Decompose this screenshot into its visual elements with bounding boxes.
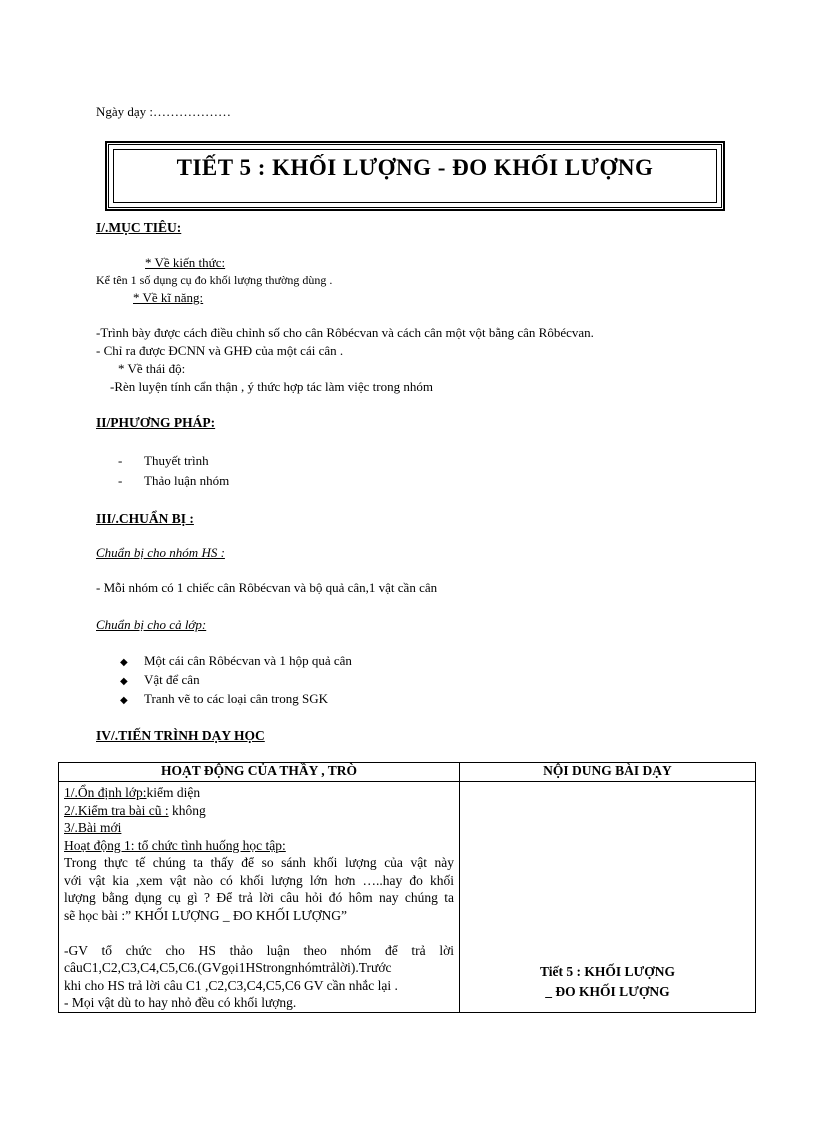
title-box <box>106 142 724 210</box>
list-item: - Thảo luận nhóm <box>118 473 230 488</box>
step-on-dinh-lop <box>64 784 454 802</box>
lesson-plan-table <box>58 762 756 1013</box>
section-heading-chuan-bi: III/.CHUẨN BỊ : <box>96 511 194 526</box>
list-item-text: Vật để cân <box>144 672 200 687</box>
step-label: 1/.Ổn định lớp: <box>64 785 147 800</box>
paragraph-line: - Mọi vật dù to hay nhỏ đều có khối lượng. <box>64 995 297 1010</box>
table-header-row <box>59 763 756 782</box>
chuan-bi-nhom-text: - Mỗi nhóm có 1 chiếc cân Rôbécvan và bộ quả cân,1 vật cần cân <box>96 580 438 595</box>
list-item: - Thuyết trình <box>118 453 209 468</box>
paragraph-line: khi cho HS trả lời câu C1 ,C2,C3,C4,C5,C6 GV cần nhắc lại . <box>64 977 398 993</box>
list-item-text: Tranh vẽ to các loại cân trong SGK <box>144 691 329 706</box>
list-item <box>120 672 200 688</box>
kien-thuc-label: * Về kiến thức: <box>145 255 226 270</box>
list-item-text: Thảo luận nhóm <box>144 473 230 488</box>
list-item-text: Một cái cân Rôbécvan và 1 hộp quả cân <box>144 653 352 668</box>
activity-cell <box>59 782 460 1013</box>
table-row <box>59 782 756 1013</box>
content-lesson-title <box>460 962 755 1002</box>
step-kiem-tra <box>64 802 454 820</box>
col-header-lesson-content: NỘI DUNG BÀI DẠY <box>460 763 756 782</box>
step-text: không <box>168 802 206 818</box>
section-heading-tien-trinh: IV/.TIẾN TRÌNH DẠY HỌC <box>96 728 265 743</box>
step-label: 2/.Kiểm tra bài cũ : <box>64 802 169 818</box>
ki-nang-text-2: - Chỉ ra được ĐCNN và GHĐ của một cái cân . <box>96 343 344 358</box>
activity-1-heading: Hoạt động 1: tổ chức tình huống học tập: <box>64 837 286 853</box>
list-item <box>120 653 352 669</box>
content-title-line-2: _ ĐO KHỐI LƯỢNG <box>545 984 670 999</box>
section-heading-phuong-phap: II/PHƯƠNG PHÁP: <box>96 415 216 430</box>
kien-thuc-text: Kể tên 1 số dụng cụ đo khối lượng thường dùng . <box>96 273 333 287</box>
list-item <box>120 691 328 707</box>
diamond-bullet-icon: ◆ <box>120 676 128 687</box>
step-text: kiểm diện <box>146 785 201 800</box>
content-title-line-1: Tiết 5 : KHỐI LƯỢNG <box>540 964 675 979</box>
thai-do-text: -Rèn luyện tính cẩn thận , ý thức hợp tác làm việc trong nhóm <box>110 379 433 394</box>
thai-do-label: * Về thái độ: <box>118 361 186 376</box>
paragraph-line: lượng bằng dụng cụ gì ? Để trả lời câu hỏi đó hôm nay chúng ta <box>64 890 454 905</box>
ki-nang-label: * Về kĩ năng: <box>133 290 204 305</box>
paragraph-line: sẽ học bài :” KHỐI LƯỢNG _ ĐO KHỐI LƯỢNG” <box>64 907 348 923</box>
ki-nang-text-1: -Trình bày được cách điều chỉnh số cho cân Rôbécvan và cách cân một vột bằng cân Rôbécvan. <box>96 325 594 340</box>
diamond-bullet-icon: ◆ <box>120 657 128 668</box>
chuan-bi-lop-label: Chuẩn bị cho cả lớp: <box>96 617 207 632</box>
diamond-bullet-icon: ◆ <box>120 695 128 706</box>
col-header-teacher-student: HOẠT ĐỘNG CỦA THẦY , TRÒ <box>59 763 460 782</box>
list-item-text: Thuyết trình <box>144 453 209 468</box>
blank-line <box>64 924 454 942</box>
date-line: Ngày dạy :……………… <box>96 104 232 119</box>
section-heading-muc-tieu: I/.MỤC TIÊU: <box>96 220 182 235</box>
content-cell <box>460 782 756 1013</box>
step-bai-moi: 3/.Bài mới <box>64 820 122 835</box>
paragraph-line: câuC1,C2,C3,C4,C5,C6.(GVgọi1HStrongnhómtrảlời).Trước <box>64 960 392 975</box>
paragraph-line: với vật kia ,xem vật nào có khối lượng lớn hơn …..hay đo khối <box>64 872 454 888</box>
lesson-title: TIẾT 5 : KHỐI LƯỢNG - ĐO KHỐI LƯỢNG <box>176 155 654 180</box>
paragraph-line: -GV tổ chức cho HS thảo luận theo nhóm để trả lời <box>64 942 454 958</box>
paragraph-line: Trong thực tế chúng ta thấy để so sánh khối lượng của vật này <box>64 855 454 870</box>
chuan-bi-nhom-label: Chuẩn bị cho nhóm HS : <box>96 545 225 560</box>
